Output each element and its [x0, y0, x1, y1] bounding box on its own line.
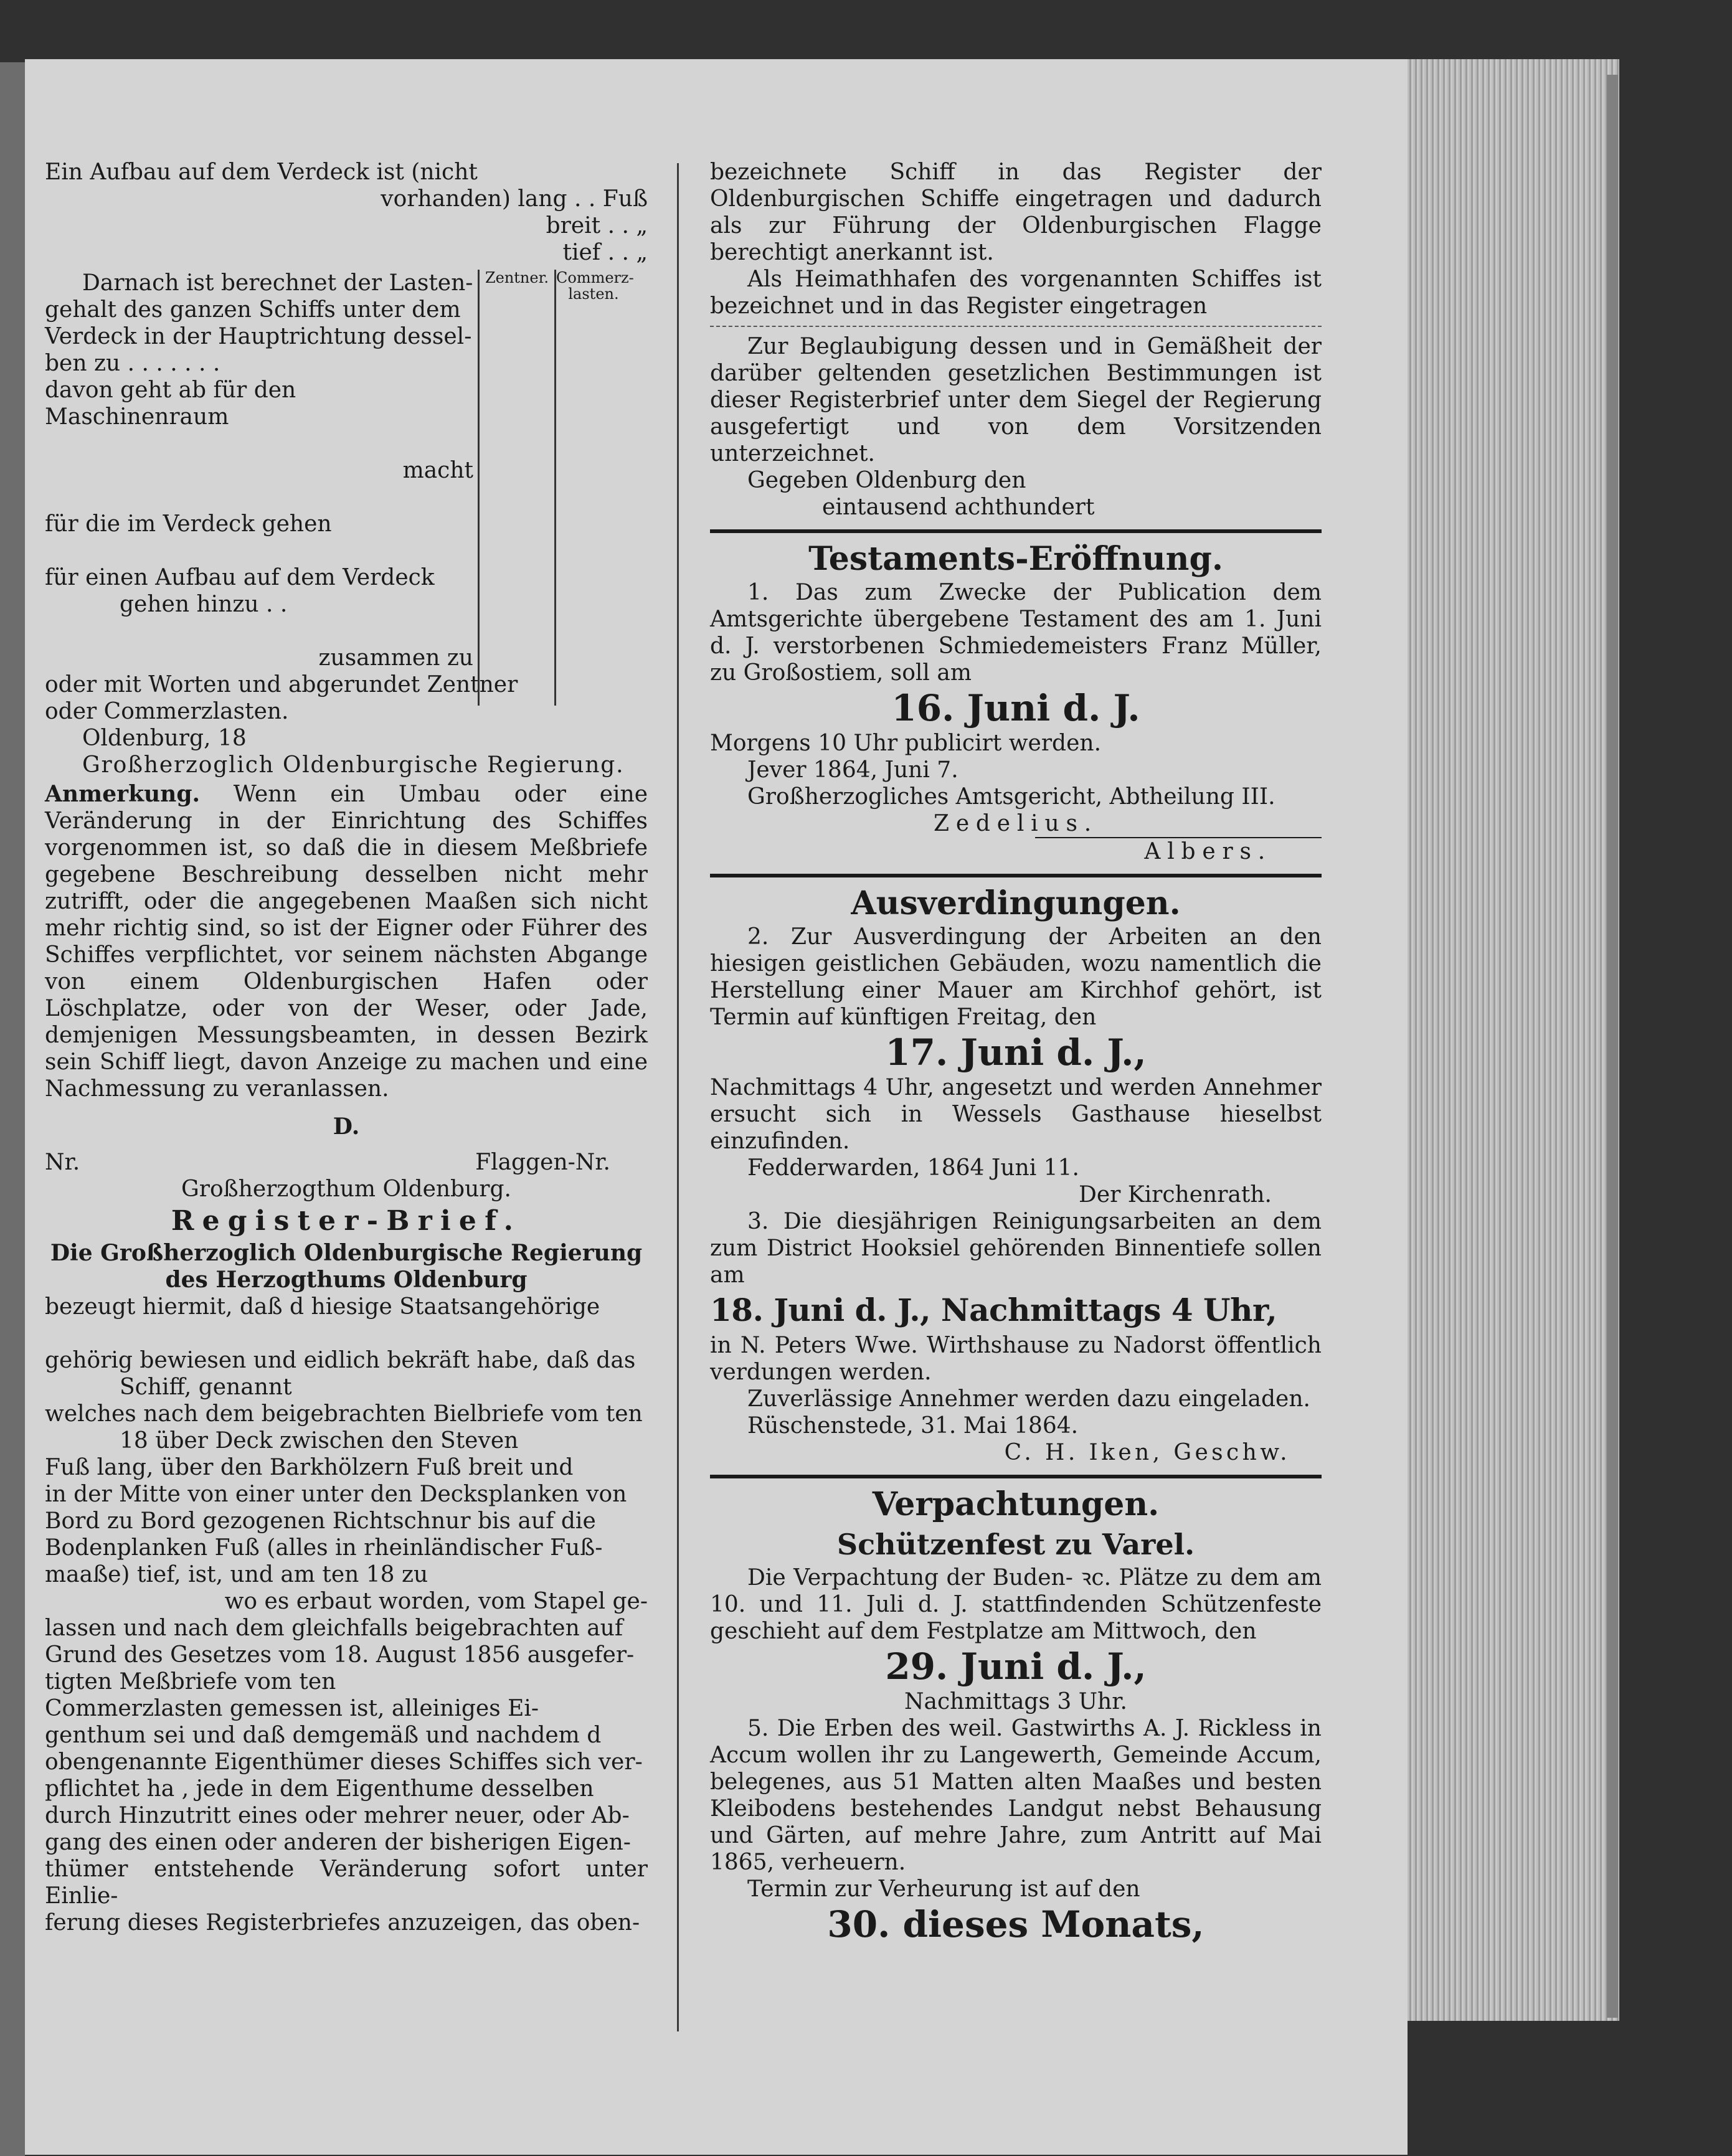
calc-line: gehalt des ganzen Schiffs unter dem [45, 297, 461, 323]
body-line [45, 1320, 648, 1347]
body-line: wo es erbaut worden, vom Stapel ge- [224, 1589, 648, 1614]
calc-line: oder Commerzlasten. [45, 699, 289, 724]
issuer-line: Die Großherzoglich Oldenburgische Regierung [50, 1240, 643, 1266]
previous-page-edge [0, 62, 25, 2156]
body-line: gang des einen oder anderen der bisherigen Eigen- [45, 1830, 631, 1855]
calc-line: oder mit Worten und abgerundet Zentner [45, 672, 518, 697]
calc-line: zusammen zu [318, 645, 473, 671]
flag-nr-label: Flaggen-Nr. [475, 1150, 610, 1175]
notice-signature: Albers. [1035, 837, 1322, 865]
notice-place: Fedderwarden, 1864 Juni 11. [747, 1155, 1079, 1181]
attestation: Zur Beglaubigung dessen und in Gemäßheit der darüber geltenden gesetzlichen Bestimmungen ist dieser Registerbrief unter dem Siegel der Regierung ausgefertigt und von dem Vorsitzenden unterzeichnet. [710, 334, 1322, 466]
intro-line: tief . . „ [562, 240, 648, 265]
notice-place: Jever 1864, Juni 7. [747, 757, 958, 783]
section-letter: D. [333, 1113, 360, 1140]
body-line: ferung dieses Registerbriefes anzuzeigen, das oben- [45, 1910, 640, 1936]
state-name: Großherzogthum Oldenburg. [181, 1176, 511, 1202]
note-label: Anmerkung. [45, 781, 201, 807]
place-date: Oldenburg, 18 [82, 726, 247, 751]
right-column [710, 159, 1322, 1946]
notice-date: 16. Juni d. J. [891, 687, 1140, 729]
calc-line: Darnach ist berechnet der Lasten- [82, 270, 473, 296]
body-line: Schiff, genannt [120, 1374, 292, 1400]
notice-text: Nachmittags 4 Uhr, angesetzt und werden Annehmer ersucht sich in Wessels Gasthause hieselbst einzufinden. [710, 1075, 1322, 1154]
section-rule [710, 874, 1322, 877]
divider [710, 326, 1322, 327]
body-line: Bodenplanken Fuß (alles in rheinländischer Fuß- [45, 1535, 603, 1561]
notice-text: 1. Das zum Zwecke der Publication dem Amtsgerichte übergebene Testament des am 1. Juni d. J. verstorbenen Schmiedemeisters Franz Müller, zu Großostiem, soll am [710, 580, 1322, 686]
body-line: tigten Meßbriefe vom ten [45, 1669, 336, 1695]
notice-date: 17. Juni d. J., [885, 1031, 1147, 1074]
given-line: eintausend achthundert [822, 494, 1095, 520]
register-title: Register-Brief. [171, 1205, 522, 1237]
notice-court: Großherzogliches Amtsgericht, Abtheilung III. [747, 784, 1275, 810]
body-line: thümer entstehende Veränderung sofort unter Einlie- [45, 1856, 648, 1909]
issuer-line: des Herzogthums Oldenburg [165, 1267, 528, 1293]
notice-text: 2. Zur Ausverdingung der Arbeiten an den hiesigen geistlichen Gebäuden, wozu namentlich die Herstellung einer Mauer am Kirchhof gehört, ist Termin auf künftigen Freitag, den [710, 924, 1322, 1030]
body-line: welches nach dem beigebrachten Bielbriefe vom ten [45, 1401, 643, 1427]
body-line: in der Mitte von einer unter den Decksplanken von [45, 1482, 627, 1507]
body-line: gehörig bewiesen und eidlich bekräft habe, daß das [45, 1348, 636, 1373]
calc-line: für einen Aufbau auf dem Verdeck [45, 565, 435, 590]
calc-line: davon geht ab für den Maschinenraum [45, 377, 296, 430]
given-line: Gegeben Oldenburg den [747, 468, 1026, 493]
body-line: obengenannte Eigenthümer dieses Schiffes sich ver- [45, 1749, 643, 1775]
home-port: Als Heimathhafen des vorgenannten Schiffes ist bezeichnet und in das Register eingetragen [710, 267, 1322, 319]
heading-verpachtungen: Verpachtungen. [872, 1485, 1160, 1523]
notice-date: 30. dieses Monats, [827, 1903, 1204, 1946]
body-line: durch Hinzutritt eines oder mehrer neuer, oder Ab- [45, 1803, 630, 1828]
notice-text: Morgens 10 Uhr publicirt werden. [710, 730, 1102, 756]
notice-time: Nachmittags 3 Uhr. [904, 1689, 1127, 1714]
notice-place: Rüschenstede, 31. Mai 1864. [747, 1413, 1079, 1439]
calc-line: macht [402, 458, 473, 483]
body-line: Commerzlasten gemessen ist, alleiniges Ei- [45, 1696, 539, 1721]
body-line: Grund des Gesetzes vom 18. August 1856 ausgefer- [45, 1642, 635, 1668]
body-line: Fuß lang, über den Barkhölzern Fuß breit und [45, 1455, 574, 1480]
note-text: Wenn ein Umbau oder eine Veränderung in der Einrichtung des Schiffes vorgenommen ist, so daß die in diesem Meßbriefe gegebene Beschreibung desselben nicht mehr zutrifft, oder die angegebenen Maaßen sich nicht mehr richtig sind, so ist der Eigner oder Führer des Schiffes verpflichtet, vor seinem nächsten Abgange von einem Oldenburgischen Hafen oder Löschplatze, oder von der Weser, oder Jade, demjenigen Messungsbeamten, in dessen Bezirk sein Schiff liegt, davon Anzeige zu machen und eine Nachmessung zu veranlassen. [45, 782, 648, 1102]
notice-date: 29. Juni d. J., [885, 1645, 1147, 1688]
intro-line: vorhanden) lang . . Fuß [381, 186, 648, 212]
body-line: pflichtet ha , jede in dem Eigenthume desselben [45, 1776, 594, 1802]
calc-line: ben zu . . . . . . . [45, 351, 220, 376]
notice-text: in N. Peters Wwe. Wirthshause zu Nadorst öffentlich verdungen werden. [710, 1333, 1322, 1385]
section-rule [710, 1475, 1322, 1478]
body-line: maaße) tief, ist, und am ten 18 zu [45, 1562, 428, 1587]
notice-text: 3. Die diesjährigen Reinigungsarbeiten an dem zum District Hooksiel gehörenden Binnentiefe sollen am [710, 1209, 1322, 1288]
intro-line: Ein Aufbau auf dem Verdeck ist (nicht [45, 159, 478, 185]
heading-ausverdingungen: Ausverdingungen. [851, 884, 1181, 922]
notice-text: 5. Die Erben des weil. Gastwirths A. J. Rickless in Accum wollen ihr zu Langewerth, Gemeinde Accum, belegenes, aus 51 Matten alten Maaßes und besten Kleibodens bestehendes Landgut nebst Behausung und Gärten, auf mehre Jahre, zum Antritt auf Mai 1865, verheuern. [710, 1716, 1322, 1875]
column-head-zentner: Zentner. [480, 270, 556, 706]
heading-schuetzenfest: Schützenfest zu Varel. [836, 1528, 1195, 1561]
notice-signature: C. H. Iken, Geschw. [1004, 1440, 1290, 1465]
notice-date: 18. Juni d. J., Nachmittags 4 Uhr, [710, 1292, 1277, 1328]
calc-line: für die im Verdeck gehen [45, 511, 332, 537]
column-divider [677, 163, 679, 2031]
section-rule [710, 529, 1322, 533]
body-line: 18 über Deck zwischen den Steven [120, 1428, 519, 1454]
register-continuation: bezeichnete Schiff in das Register der Oldenburgischen Schiffe eingetragen und dadurch als zur Führung der Oldenburgischen Flagge berechtigt anerkannt ist. [710, 159, 1322, 265]
calc-line: Verdeck in der Hauptrichtung dessel- [45, 324, 472, 349]
calc-line: gehen hinzu . . [120, 592, 288, 617]
authority: Großherzoglich Oldenburgische Regierung. [82, 752, 625, 778]
notice-text: Die Verpachtung der Buden- ꝛc. Plätze zu dem am 10. und 11. Juli d. J. stattfindenden Schützenfeste geschieht auf dem Festplatze am Mittwoch, den [710, 1565, 1322, 1644]
notice-text: Termin zur Verheurung ist auf den [747, 1876, 1140, 1902]
body-line: genthum sei und daß demgemäß und nachdem d [45, 1723, 602, 1748]
notice-signature: Der Kirchenrath. [1078, 1182, 1272, 1208]
page-block-edge [1408, 59, 1619, 2021]
column-head-commerzlasten: Commerz-lasten. [556, 269, 634, 303]
body-line: lassen und nach dem gleichfalls beigebrachten auf [45, 1615, 623, 1641]
calc-table [45, 270, 648, 645]
notice-text: Zuverlässige Annehmer werden dazu eingeladen. [747, 1386, 1310, 1412]
notice-signature: Zedelius. [934, 811, 1098, 836]
body-line: bezeugt hiermit, daß d hiesige Staatsangehörige [45, 1294, 600, 1320]
calc-table-columns [478, 270, 648, 706]
body-line: Bord zu Bord gezogenen Richtschnur bis auf die [45, 1508, 596, 1534]
page-block-shadow [1607, 75, 1618, 2018]
left-column [45, 159, 648, 1936]
intro-line: breit . . „ [546, 213, 648, 239]
nr-label: Nr. [45, 1150, 80, 1175]
heading-testament: Testaments-Eröffnung. [808, 540, 1223, 578]
